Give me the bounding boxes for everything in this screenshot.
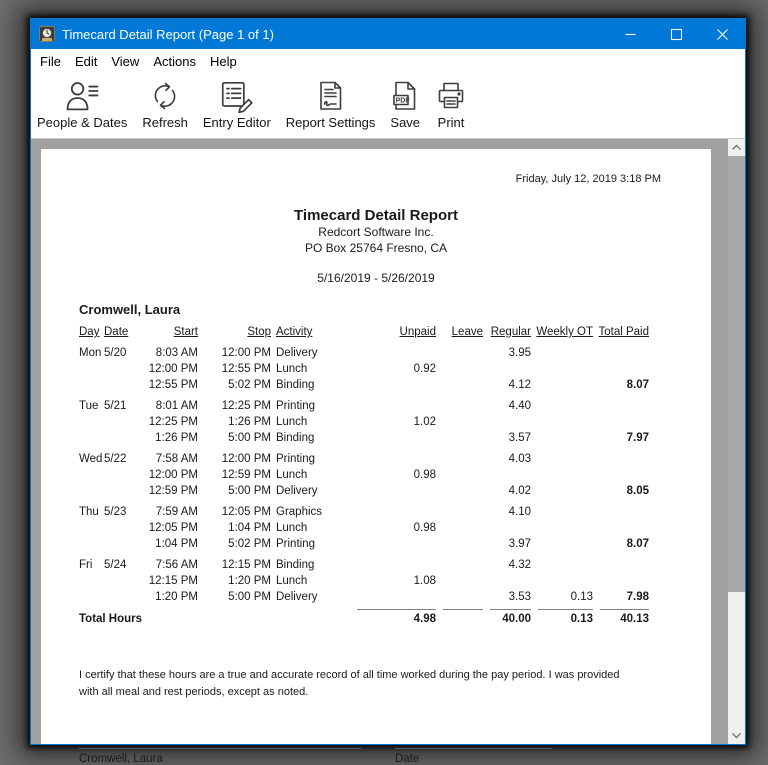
people-dates-icon <box>62 78 102 114</box>
close-icon <box>717 29 728 40</box>
employee-signature-label: Cromwell, Laura <box>79 753 163 765</box>
employee-signature-field <box>79 748 361 765</box>
report-address: PO Box 25764 Fresno, CA <box>304 241 448 255</box>
timecard-table-body <box>79 345 649 605</box>
toolbar-label: Save <box>390 115 421 130</box>
save-button[interactable] <box>390 78 420 130</box>
title-bar <box>31 19 745 49</box>
certification-text: I certify that these hours are a true and accurate record of all time worked during the pay period. I was provided with all meal and rest periods, except as noted. <box>79 669 620 698</box>
total-weekly-ot: 0.13 <box>570 613 593 625</box>
col-header-stop: Stop <box>247 326 271 338</box>
timecard-row: 12:05 PM 1:04 PM Lunch 0.98 <box>148 522 436 534</box>
report-settings-icon <box>316 78 346 114</box>
report-title: Timecard Detail Report <box>294 207 458 224</box>
maximize-button[interactable] <box>653 19 699 49</box>
menu-view[interactable]: View <box>111 53 140 69</box>
toolbar <box>31 73 745 139</box>
timecard-row: Mon 5/20 8:03 AM 12:00 PM Delivery 3.95 <box>79 347 531 359</box>
total-regular: 40.00 <box>502 613 531 625</box>
people-dates-button[interactable] <box>37 78 127 130</box>
timecard-row: 12:15 PM 1:20 PM Lunch 1.08 <box>148 575 436 587</box>
chevron-down-icon <box>732 733 741 738</box>
close-button[interactable] <box>699 19 745 49</box>
timecard-row: 12:00 PM 12:55 PM Lunch 0.92 <box>148 363 436 375</box>
app-window <box>30 18 746 765</box>
toolbar-label: Refresh <box>142 115 188 130</box>
entry-editor-icon <box>218 78 256 114</box>
save-pdf-icon <box>391 78 419 114</box>
refresh-button[interactable] <box>142 78 188 130</box>
report-settings-button[interactable] <box>286 78 376 130</box>
scrollbar-up-button[interactable] <box>728 139 745 156</box>
menu-actions[interactable]: Actions <box>153 53 196 69</box>
timecard-row: 1:20 PM 5:00 PM Delivery 3.53 0.13 7.98 <box>155 591 649 603</box>
menu-help[interactable]: Help <box>209 53 237 69</box>
print-icon <box>435 78 467 114</box>
window-controls <box>607 19 745 49</box>
toolbar-label: Print <box>437 115 465 130</box>
maximize-icon <box>671 29 682 40</box>
toolbar-label: Report Settings <box>285 115 376 130</box>
totals-row <box>79 611 649 627</box>
print-button[interactable] <box>435 78 467 130</box>
toolbar-label: People & Dates <box>37 115 128 130</box>
entry-editor-button[interactable] <box>203 78 271 130</box>
timecard-row: Fri 5/24 7:56 AM 12:15 PM Binding 4.32 <box>79 559 531 571</box>
svg-text:PDF: PDF <box>395 97 410 105</box>
timecard-row: Tue 5/21 8:01 AM 12:25 PM Printing 4.40 <box>79 400 531 412</box>
col-header-total-paid: Total Paid <box>598 326 649 338</box>
timecard-row: 12:59 PM 5:00 PM Delivery 4.02 8.05 <box>148 485 649 497</box>
timecard-row: Wed 5/22 7:58 AM 12:00 PM Printing 4.03 <box>79 453 531 465</box>
totals-label: Total Hours <box>79 613 143 625</box>
refresh-icon <box>149 78 181 114</box>
total-leave <box>436 611 483 627</box>
timecard-row: 1:04 PM 5:02 PM Printing 3.97 8.07 <box>155 538 649 550</box>
total-unpaid: 4.98 <box>413 613 436 625</box>
report-date-range: 5/16/2019 - 5/26/2019 <box>317 271 435 285</box>
scrollbar-thumb[interactable] <box>728 156 745 592</box>
timecard-header-row <box>79 324 649 345</box>
report-generated-datetime: Friday, July 12, 2019 3:18 PM <box>515 173 661 185</box>
col-header-day: Day <box>79 326 100 338</box>
report-company: Redcort Software Inc. <box>318 225 434 239</box>
minimize-button[interactable] <box>607 19 653 49</box>
timecard-row: 12:25 PM 1:26 PM Lunch 1.02 <box>148 416 436 428</box>
report-viewer <box>31 139 745 765</box>
chevron-up-icon <box>732 145 741 150</box>
vertical-scrollbar <box>728 139 745 744</box>
timecard-row: Thu 5/23 7:59 AM 12:05 PM Graphics 4.10 <box>79 506 531 518</box>
date-signature-label: Date <box>395 753 420 765</box>
col-header-leave: Leave <box>451 326 483 338</box>
scrollbar-down-button[interactable] <box>728 727 745 744</box>
menu-bar <box>31 49 745 73</box>
col-header-unpaid: Unpaid <box>399 326 436 338</box>
menu-edit[interactable]: Edit <box>74 53 98 69</box>
date-signature-line <box>395 748 552 750</box>
col-header-regular: Regular <box>490 326 531 338</box>
col-header-weekly-ot: Weekly OT <box>536 326 593 338</box>
window-title: Timecard Detail Report (Page 1 of 1) <box>62 26 274 42</box>
timecard-row: 1:26 PM 5:00 PM Binding 3.57 7.97 <box>155 432 649 444</box>
employee-signature-line <box>79 748 361 750</box>
report-page <box>41 149 711 765</box>
total-paid: 40.13 <box>620 613 649 625</box>
toolbar-label: Entry Editor <box>202 115 271 130</box>
timecard-table <box>79 324 649 627</box>
menu-file[interactable]: File <box>40 53 61 69</box>
minimize-icon <box>625 29 636 40</box>
col-header-date: Date <box>104 326 129 338</box>
timecard-row: 12:55 PM 5:02 PM Binding 4.12 8.07 <box>148 379 649 391</box>
signature-block <box>79 748 711 765</box>
col-header-start: Start <box>173 326 198 338</box>
date-signature-field <box>395 748 552 765</box>
employee-name: Cromwell, Laura <box>79 302 181 317</box>
col-header-activity: Activity <box>276 326 313 338</box>
timecard-row: 12:00 PM 12:59 PM Lunch 0.98 <box>148 469 436 481</box>
app-icon <box>39 26 55 42</box>
